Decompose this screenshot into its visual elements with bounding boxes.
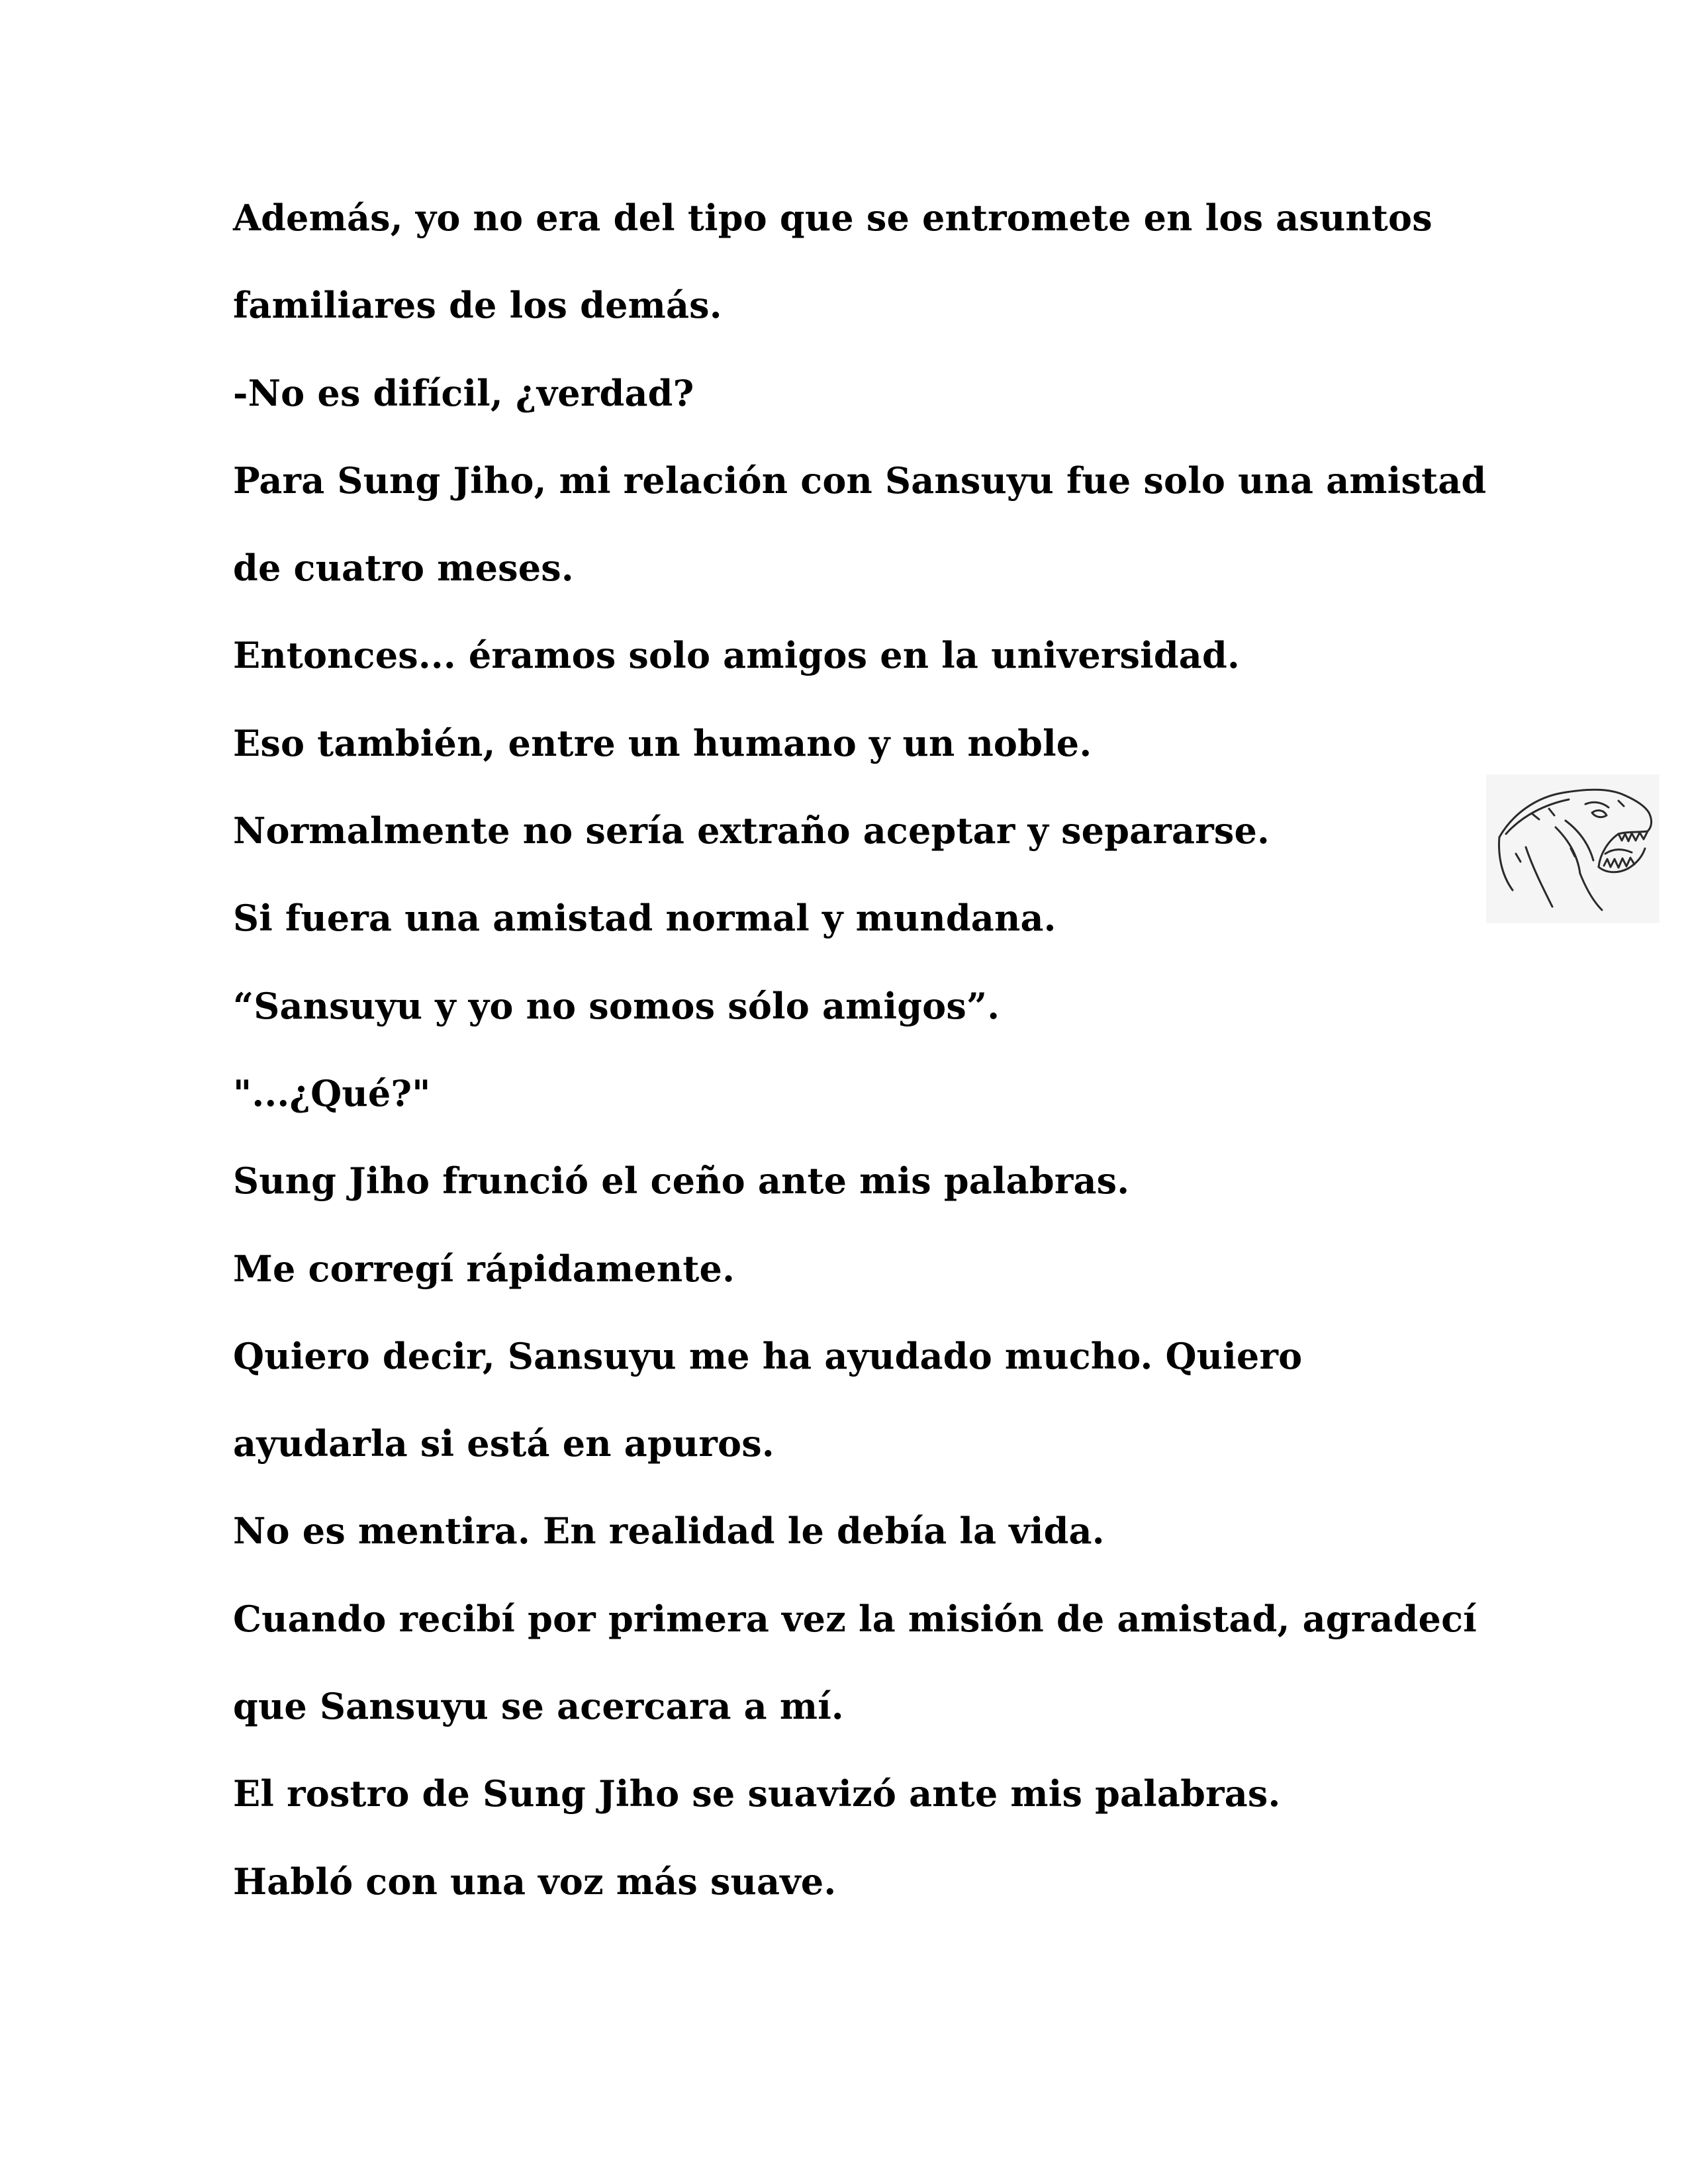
text-line: Para Sung Jiho, mi relación con Sansuyu fue solo una amistad [233,459,1487,502]
text-line: Cuando recibí por primera vez la misión de amistad, agradecí [233,1597,1477,1640]
text-line: Habló con una voz más suave. [233,1860,837,1903]
text-line: Me corregí rápidamente. [233,1247,735,1290]
dinosaur-head-sketch-icon [1486,774,1660,923]
document-body [233,187,1491,1938]
text-line: El rostro de Sung Jiho se suavizó ante mis palabras. [233,1772,1281,1815]
text-line: Normalmente no sería extraño aceptar y separarse. [233,809,1270,852]
text-line: Además, yo no era del tipo que se entromete en los asuntos [233,197,1432,239]
text-line: Quiero decir, Sansuyu me ha ayudado mucho. Quiero [233,1334,1303,1377]
text-line: Eso también, entre un humano y un noble. [233,721,1092,764]
text-line: “Sansuyu y yo no somos sólo amigos”. [233,984,1000,1027]
text-line: de cuatro meses. [233,547,574,590]
text-line: que Sansuyu se acercara a mí. [233,1685,844,1728]
text-line: Entonces... éramos solo amigos en la universidad. [233,634,1240,677]
text-line: Sung Jiho frunció el ceño ante mis palabras. [233,1160,1130,1203]
text-line: -No es difícil, ¿verdad? [233,371,694,414]
text-line: Si fuera una amistad normal y mundana. [233,897,1056,940]
text-line: No es mentira. En realidad le debía la vida. [233,1510,1105,1553]
text-line: "...¿Qué?" [233,1071,431,1115]
text-line: ayudarla si está en apuros. [233,1422,774,1465]
text-line: familiares de los demás. [233,284,722,327]
